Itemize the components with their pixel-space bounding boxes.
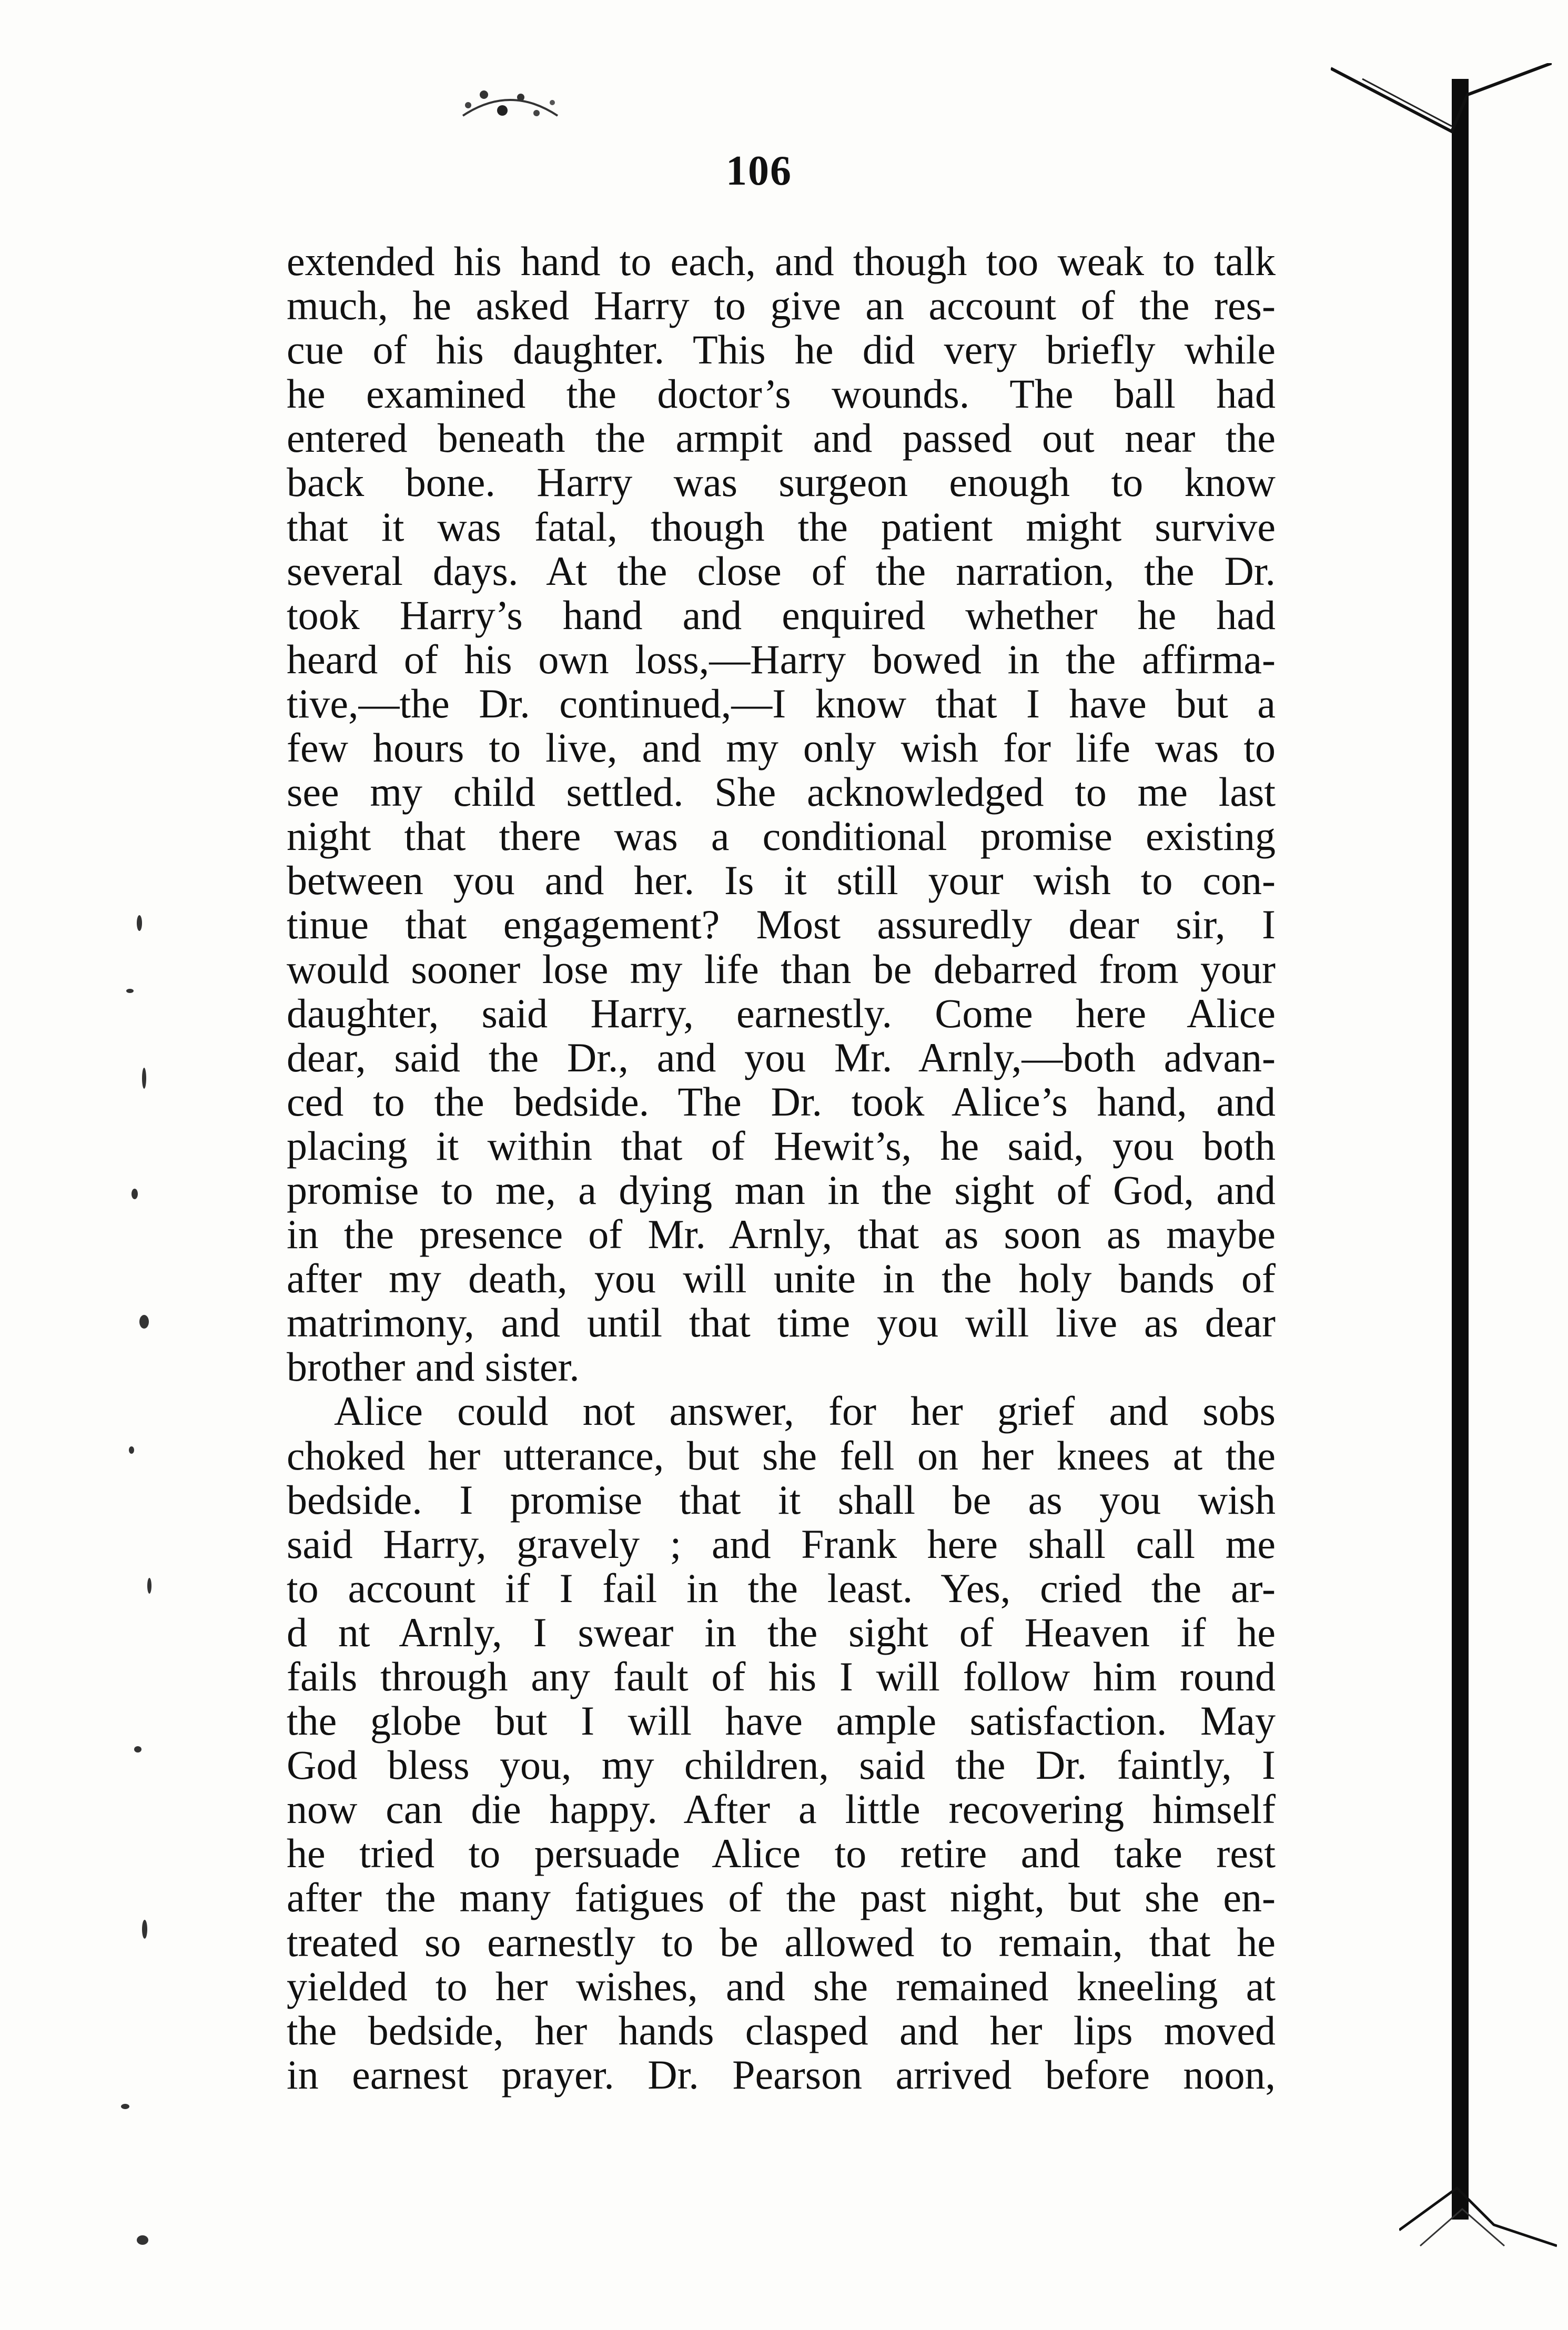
binding-corner-bottom-icon: [1399, 2167, 1557, 2262]
page-edge-speckles: [105, 894, 174, 2314]
binding-spine: [1452, 79, 1469, 2220]
text-line: fails through any fault of his I will follow him round: [287, 1654, 1276, 1699]
text-line: several days. At the close of the narration, the Dr.: [287, 548, 1276, 594]
binding-corner-top-icon: [1331, 63, 1552, 147]
text-line: placing it within that of Hewit’s, he said, you both: [287, 1122, 1276, 1169]
text-line: now can die happy. After a little recovering himself: [287, 1786, 1276, 1832]
page-number: 106: [726, 148, 792, 194]
text-line: choked her utterance, but she fell on her knees at the: [287, 1432, 1276, 1478]
text-line: see my child settled. She acknowledged to me last: [287, 769, 1276, 815]
text-line: entered beneath the armpit and passed out near the: [287, 415, 1276, 461]
text-line: would sooner lose my life than be debarred from your: [287, 946, 1276, 992]
text-line: ced to the bedside. The Dr. took Alice’s hand, and: [287, 1078, 1276, 1125]
text-line: God bless you, my children, said the Dr. faintly, I: [287, 1742, 1276, 1788]
text-line: back bone. Harry was surgeon enough to know: [287, 459, 1276, 505]
text-line: matrimony, and until that time you will live as dear: [287, 1300, 1276, 1346]
text-line: cue of his daughter. This he did very briefly while: [287, 327, 1276, 373]
text-line: tive,—the Dr. continued,—I know that I have but a: [287, 680, 1276, 726]
text-line: he examined the doctor’s wounds. The ball had: [287, 371, 1276, 417]
text-line: dear, said the Dr., and you Mr. Arnly,—both advan-: [287, 1034, 1276, 1080]
text-line: bedside. I promise that it shall be as you wish: [287, 1476, 1276, 1523]
text-line: took Harry’s hand and enquired whether he had: [287, 592, 1276, 638]
text-line: treated so earnestly to be allowed to remain, that he: [287, 1919, 1276, 1965]
text-line: the globe but I will have ample satisfaction. May: [287, 1698, 1276, 1744]
text-line: brother and sister.: [287, 1344, 580, 1390]
text-line: extended his hand to each, and though too weak to talk: [287, 238, 1276, 284]
text-line: he tried to persuade Alice to retire and take rest: [287, 1830, 1276, 1877]
text-line: after my death, you will unite in the holy bands of: [287, 1255, 1276, 1302]
text-line: in the presence of Mr. Arnly, that as soon as maybe: [287, 1211, 1276, 1258]
text-line: Alice could not answer, for her grief and sobs: [334, 1388, 1276, 1434]
text-line: daughter, said Harry, earnestly. Come here Alice: [287, 990, 1276, 1036]
text-line: in earnest prayer. Dr. Pearson arrived before noon,: [287, 2051, 1276, 2098]
body-text: [287, 239, 1276, 2097]
text-line: the bedside, her hands clasped and her lips moved: [287, 2007, 1276, 2053]
text-line: after the many fatigues of the past night, but she en-: [287, 1875, 1276, 1921]
text-line: few hours to live, and my only wish for life was to: [287, 725, 1276, 771]
text-line: promise to me, a dying man in the sight of God, and: [287, 1167, 1276, 1213]
text-line: said Harry, gravely ; and Frank here shall call me: [287, 1521, 1276, 1567]
text-line: night that there was a conditional promise existing: [287, 813, 1276, 859]
text-line: that it was fatal, though the patient might survive: [287, 503, 1276, 550]
text-line: d nt Arnly, I swear in the sight of Heaven if he: [287, 1609, 1276, 1655]
printer-ornament-icon: [452, 74, 568, 137]
text-line: to account if I fail in the least. Yes, cried the ar-: [287, 1565, 1276, 1611]
text-line: heard of his own loss,—Harry bowed in the affirma-: [287, 636, 1276, 682]
text-line: between you and her. Is it still your wish to con-: [287, 857, 1276, 904]
text-line: yielded to her wishes, and she remained kneeling at: [287, 1963, 1276, 2009]
text-line: much, he asked Harry to give an account of the res-: [287, 282, 1276, 329]
text-line: tinue that engagement? Most assuredly dear sir, I: [287, 901, 1276, 948]
